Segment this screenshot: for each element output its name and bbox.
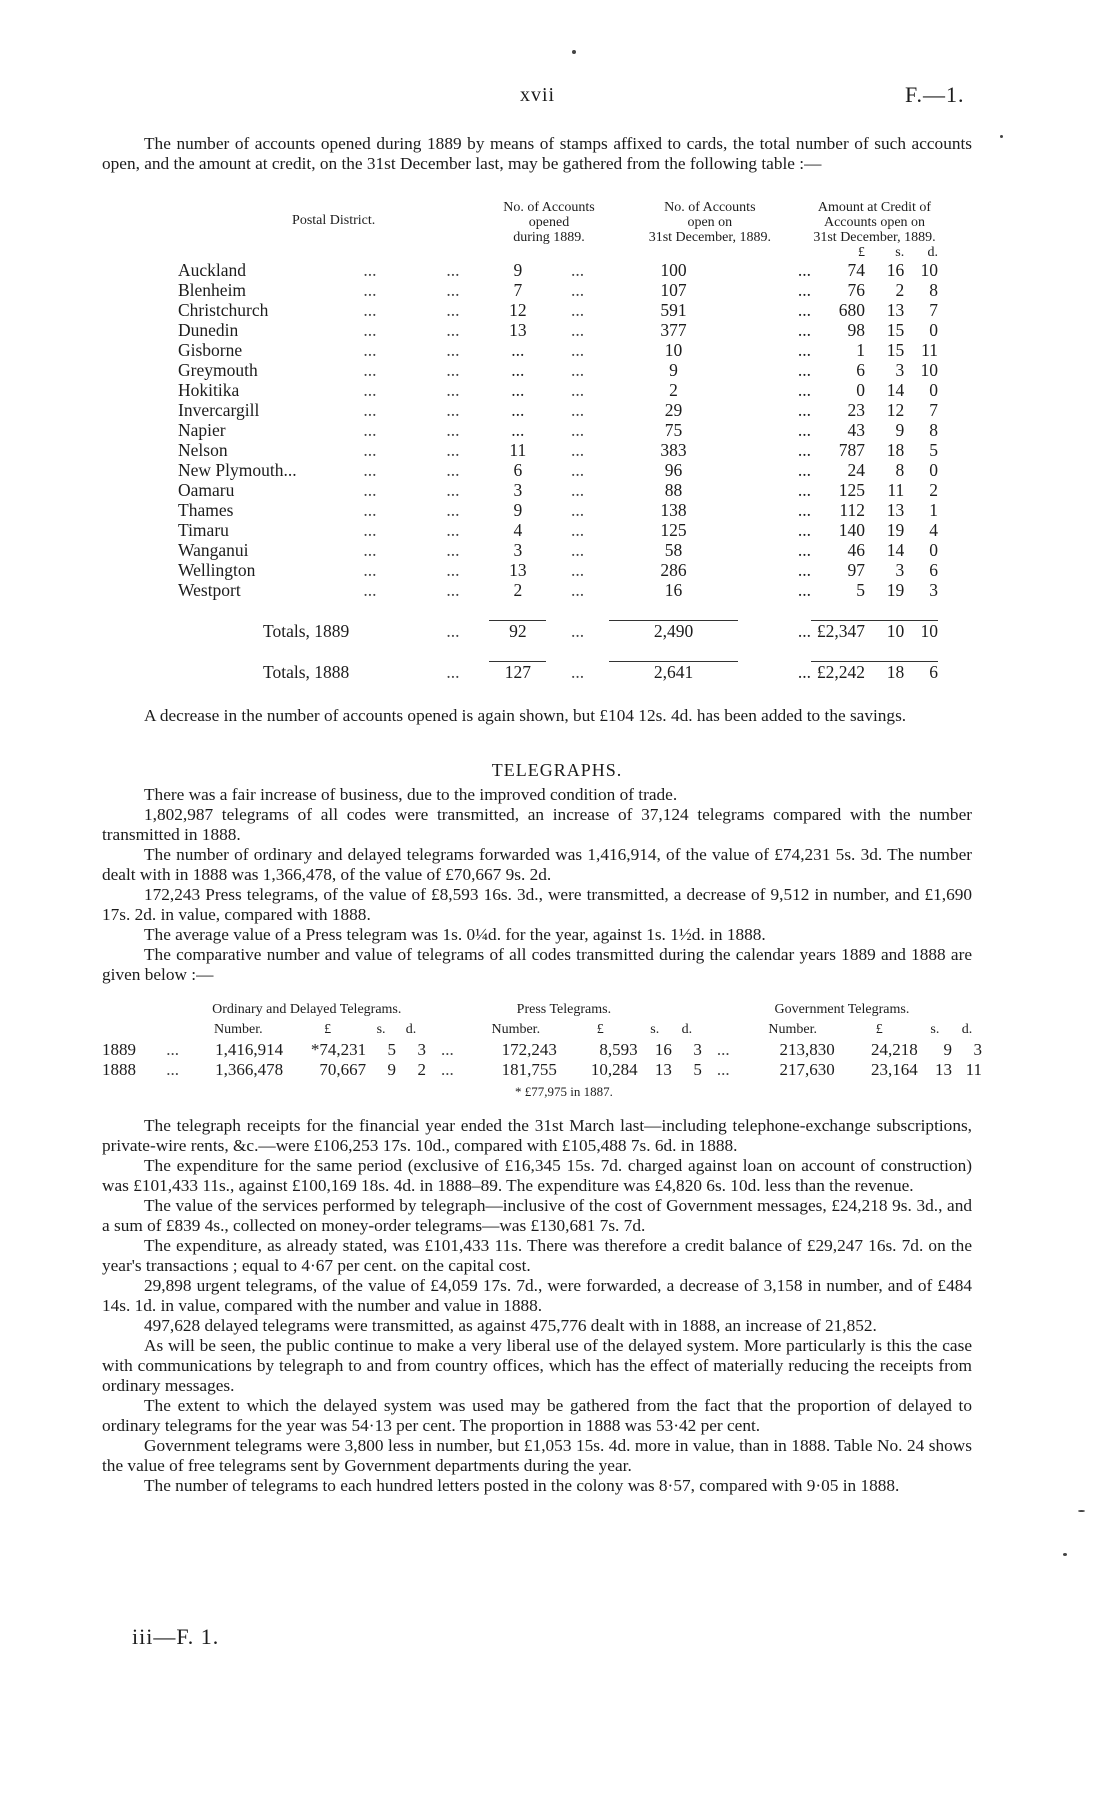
body-paragraph: The extent to which the delayed system was used may be gathered from the fact that the proportion of delayed to ordinary telegrams for the year was 54·13 per cent. The proportion in 1888 was 53·42 per cent. xyxy=(102,1396,972,1435)
totals-label: Totals, 1888 xyxy=(263,661,350,682)
telegraph-paragraphs-b xyxy=(102,1116,972,1496)
leader-dots: ... xyxy=(570,420,585,440)
district-cell: Timaru xyxy=(178,520,229,540)
leader-dots: ... xyxy=(446,360,460,380)
print-speck xyxy=(572,50,576,54)
leader-dots: ... xyxy=(716,1060,730,1079)
table-row xyxy=(178,500,938,520)
opened-cell: 9 xyxy=(513,500,523,520)
leader-dots: ... xyxy=(570,360,585,380)
leader-dots: ... xyxy=(797,440,812,460)
open-cell: 591 xyxy=(660,300,687,320)
leader-dots: ... xyxy=(570,260,585,280)
leader-dots: ... xyxy=(363,580,377,600)
table-row xyxy=(178,300,938,320)
leader-dots: ... xyxy=(797,320,812,340)
body-paragraph: The expenditure, as already stated, was £101,433 11s. There was therefore a credit balance of £29,247 16s. 7d. on the year's transactions ; equal to 4·67 per cent. on the capital cost. xyxy=(102,1236,972,1275)
leader-dots: ... xyxy=(363,380,377,400)
leader-dots: ... xyxy=(570,280,585,300)
table-row xyxy=(178,440,938,460)
leader-dots: ... xyxy=(570,400,585,420)
leader-dots: ... xyxy=(570,460,585,480)
leader-dots: ... xyxy=(363,560,377,580)
pounds-cell: 0 xyxy=(856,380,865,400)
pounds-cell: 125 xyxy=(838,480,865,500)
group-press: Press Telegrams. xyxy=(516,1002,612,1017)
open-cell: 377 xyxy=(660,320,687,340)
leader-dots: ... xyxy=(363,340,377,360)
paper-reference: F.—1. xyxy=(905,82,965,107)
body-paragraph: 172,243 Press telegrams, of the value of £8,593 16s. 3d., were transmitted, a decrease of 9,512 in number, and £1,690 17s. 2d. in value, compared with 1888. xyxy=(102,885,972,924)
leader-dots: ... xyxy=(446,520,460,540)
opened-cell: 12 xyxy=(509,300,527,320)
pence-cell: 0 xyxy=(929,380,938,400)
leader-dots: ... xyxy=(797,580,812,600)
table-row xyxy=(178,460,938,480)
shillings-cell: 11 xyxy=(887,480,905,500)
pence-cell: 4 xyxy=(929,520,938,540)
leader-dots: ... xyxy=(446,540,460,560)
shillings-cell: 3 xyxy=(895,360,905,380)
leader-dots: ... xyxy=(570,480,585,500)
totals-s: 10 xyxy=(865,621,904,642)
leader-dots: ... xyxy=(570,340,585,360)
table-row xyxy=(178,260,938,280)
opened-cell: 2 xyxy=(513,580,523,600)
table-footnote: * £77,975 in 1887. xyxy=(515,1084,613,1099)
group-ordinary: Ordinary and Delayed Telegrams. xyxy=(212,1002,402,1017)
pence-cell: 0 xyxy=(929,460,938,480)
o-num-cell: 1,366,478 xyxy=(215,1060,284,1079)
body-paragraph: The number of telegrams to each hundred letters posted in the colony was 8·57, compared with 9·05 in 1888. xyxy=(144,1476,900,1495)
pence-cell: 6 xyxy=(929,560,938,580)
leader-dots: ... xyxy=(166,1060,179,1079)
sub-pounds: £ xyxy=(875,1022,883,1037)
leader-dots: ... xyxy=(797,280,812,300)
table-row xyxy=(178,400,938,420)
leader-dots: ... xyxy=(446,320,460,340)
body-paragraph: There was a fair increase of business, due to the improved condition of trade. xyxy=(144,785,678,804)
leader-dots: ... xyxy=(570,560,585,580)
leader-dots: ... xyxy=(363,460,377,480)
leader-dots: ... xyxy=(797,360,812,380)
leader-dots: ... xyxy=(363,280,377,300)
opened-cell: ... xyxy=(511,340,525,360)
district-cell: Wellington xyxy=(178,560,256,580)
pence-cell: 7 xyxy=(929,400,938,420)
totals-1889-row: Totals, 1889 ... 92 ... 2,490 ... £2,347 10 10 xyxy=(178,621,938,642)
leader-dots: ... xyxy=(797,300,812,320)
o-num-cell: 1,416,914 xyxy=(215,1040,284,1059)
o-d-cell: 2 xyxy=(417,1060,426,1079)
leader-dots: ... xyxy=(570,320,585,340)
g-num-cell: 217,630 xyxy=(779,1060,835,1079)
units-row xyxy=(178,245,938,260)
body-paragraph: The number of ordinary and delayed telegrams forwarded was 1,416,914, of the value of £74,231 5s. 3d. The number dealt with in 1888 was 1,366,478, of the value of £70,667 9s. 2d. xyxy=(102,845,972,884)
p-s-cell: 16 xyxy=(654,1040,672,1059)
intro-paragraph: The number of accounts opened during 1889 by means of stamps affixed to cards, the total number of such accounts open, and the amount at credit, on the 31st December last, may be gathered from the following table :— xyxy=(102,134,972,173)
leader-dots: ... xyxy=(797,400,812,420)
p-d-cell: 3 xyxy=(693,1040,702,1059)
totals-label: Totals, 1889 xyxy=(263,620,350,641)
totals-opened: 92 xyxy=(489,621,546,642)
shillings-cell: 14 xyxy=(886,540,905,560)
opened-cell: 4 xyxy=(513,520,523,540)
totals-d: 6 xyxy=(904,662,938,683)
leader-dots: ... xyxy=(446,440,460,460)
district-cell: Thames xyxy=(178,500,234,520)
table-row xyxy=(178,540,938,560)
g-l-cell: 23,164 xyxy=(871,1060,918,1079)
p-num-cell: 181,755 xyxy=(501,1060,557,1079)
shillings-cell: 8 xyxy=(895,460,905,480)
shillings-cell: 16 xyxy=(886,260,905,280)
totals-open: 2,641 xyxy=(609,662,739,683)
pounds-cell: 5 xyxy=(856,580,865,600)
district-cell: Oamaru xyxy=(178,480,235,500)
pounds-cell: 74 xyxy=(847,260,865,280)
leader-dots: ... xyxy=(797,260,812,280)
pence-cell: 3 xyxy=(929,580,938,600)
opened-cell: 11 xyxy=(509,440,527,460)
open-cell: 138 xyxy=(660,500,687,520)
district-cell: Auckland xyxy=(178,260,247,280)
shillings-cell: 12 xyxy=(886,400,905,420)
shillings-cell: 2 xyxy=(895,280,905,300)
leader-dots: ... xyxy=(363,540,377,560)
leader-dots: ... xyxy=(446,560,460,580)
leader-dots: ... xyxy=(570,580,585,600)
sub-s: s. xyxy=(376,1022,386,1037)
shillings-cell: 13 xyxy=(886,300,905,320)
leader-dots: ... xyxy=(446,300,460,320)
p-l-cell: 8,593 xyxy=(599,1040,638,1059)
totals-open: 2,490 xyxy=(609,621,739,642)
p-d-cell: 5 xyxy=(693,1060,702,1079)
shillings-cell: 19 xyxy=(886,520,905,540)
pounds-cell: 112 xyxy=(839,500,865,520)
body-paragraph: Government telegrams were 3,800 less in number, but £1,053 15s. 4d. more in value, than in 1888. Table No. 24 shows the value of free telegrams sent by Government departments during the year. xyxy=(102,1436,972,1475)
p-l-cell: 10,284 xyxy=(590,1060,638,1079)
opened-cell: 6 xyxy=(513,460,523,480)
district-cell: Invercargill xyxy=(178,400,260,420)
leader-dots: ... xyxy=(797,480,812,500)
pence-cell: 8 xyxy=(929,280,938,300)
leader-dots: ... xyxy=(446,460,460,480)
opened-cell: ... xyxy=(511,380,525,400)
body-paragraph: The expenditure for the same period (exclusive of £16,345 15s. 7d. charged against loan on account of construction) was £101,433 11s., against £100,169 18s. 4d. in 1888–89. The expenditure was £4,820 6s. 10d. less than the revenue. xyxy=(102,1156,972,1195)
open-cell: 125 xyxy=(660,520,687,540)
shillings-cell: 9 xyxy=(895,420,905,440)
pounds-cell: 140 xyxy=(838,520,865,540)
shillings-cell: 15 xyxy=(886,340,905,360)
shillings-cell: 15 xyxy=(886,320,905,340)
opened-cell: 13 xyxy=(509,560,527,580)
page-signature: iii—F. 1. xyxy=(132,1624,220,1649)
body-paragraph: The comparative number and value of telegrams of all codes transmitted during the calendar years 1889 and 1888 are given below :— xyxy=(102,945,972,984)
leader-dots: ... xyxy=(446,380,460,400)
leader-dots: ... xyxy=(797,540,812,560)
leader-dots: ... xyxy=(446,420,460,440)
leader-dots: ... xyxy=(363,360,377,380)
district-cell: Blenheim xyxy=(178,280,247,300)
table-row xyxy=(102,1040,982,1060)
leader-dots: ... xyxy=(440,1040,454,1059)
leader-dots: ... xyxy=(797,340,812,360)
leader-dots: ... xyxy=(166,1040,179,1059)
leader-dots: ... xyxy=(446,480,460,500)
totals-amount: £2,347 xyxy=(811,621,865,642)
leader-dots: ... xyxy=(797,560,812,580)
leader-dots: ... xyxy=(363,420,377,440)
leader-dots: ... xyxy=(363,500,377,520)
pence-cell: 2 xyxy=(929,480,938,500)
pence-cell: 0 xyxy=(929,540,938,560)
shillings-cell: 14 xyxy=(886,380,905,400)
district-cell: Dunedin xyxy=(178,320,239,340)
group-header-row xyxy=(102,1000,982,1020)
leader-dots: ... xyxy=(570,300,585,320)
totals-opened: 127 xyxy=(489,662,546,683)
pounds-cell: 98 xyxy=(847,320,865,340)
pence-cell: 8 xyxy=(929,420,938,440)
shillings-cell: 13 xyxy=(886,500,905,520)
table-header-row xyxy=(178,200,938,245)
g-d-cell: 11 xyxy=(965,1060,982,1079)
leader-dots: ... xyxy=(363,300,377,320)
body-paragraph: 1,802,987 telegrams of all codes were transmitted, an increase of 37,124 telegrams compared with the number transmitted in 1888. xyxy=(102,805,972,844)
leader-dots: ... xyxy=(363,480,377,500)
pounds-cell: 97 xyxy=(847,560,865,580)
leader-dots: ... xyxy=(363,520,377,540)
leader-dots: ... xyxy=(797,380,812,400)
year-cell: 1889 xyxy=(102,1040,136,1059)
open-cell: 58 xyxy=(664,540,683,560)
g-d-cell: 3 xyxy=(973,1040,982,1059)
district-cell: Napier xyxy=(178,420,226,440)
leader-dots: ... xyxy=(797,420,812,440)
open-cell: 16 xyxy=(664,580,683,600)
open-cell: 29 xyxy=(664,400,683,420)
body-paragraph: The telegraph receipts for the financial year ended the 31st March last—including telephone-exchange subscriptions, private-wire rents, &c.—were £106,253 17s. 10d., compared with £105,488 7s. 6d. in 1888. xyxy=(102,1116,972,1155)
open-cell: 2 xyxy=(669,380,678,400)
leader-dots: ... xyxy=(797,520,812,540)
open-cell: 383 xyxy=(660,440,687,460)
table-row xyxy=(178,560,938,580)
district-cell: Westport xyxy=(178,580,241,600)
shillings-cell: 3 xyxy=(895,560,905,580)
g-l-cell: 24,218 xyxy=(871,1040,918,1059)
o-s-cell: 9 xyxy=(387,1060,397,1079)
body-paragraph: The average value of a Press telegram was 1s. 0¼d. for the year, against 1s. 1½d. in 1888. xyxy=(144,925,766,944)
leader-dots: ... xyxy=(797,500,812,520)
sub-d: d. xyxy=(681,1022,693,1037)
pence-cell: 0 xyxy=(929,320,938,340)
section-title: TELEGRAPHS. xyxy=(491,760,623,780)
o-s-cell: 5 xyxy=(387,1040,397,1059)
open-cell: 10 xyxy=(664,340,683,360)
pence-cell: 5 xyxy=(929,440,938,460)
sub-number: Number. xyxy=(214,1022,263,1037)
unit-pounds: £ xyxy=(857,245,865,260)
district-cell: Gisborne xyxy=(178,340,243,360)
telegraph-paragraphs-a xyxy=(102,785,972,985)
unit-pence: d. xyxy=(927,245,938,260)
table-row xyxy=(178,420,938,440)
pence-cell: 11 xyxy=(921,340,938,360)
pounds-cell: 6 xyxy=(856,360,865,380)
sub-s: s. xyxy=(650,1022,660,1037)
header-amount: Amount at Credit of Accounts open on 31st December, 1889. xyxy=(813,200,936,245)
sub-pounds: £ xyxy=(324,1022,332,1037)
header-opened: No. of Accounts opened during 1889. xyxy=(503,200,595,245)
table-row xyxy=(178,480,938,500)
pounds-cell: 43 xyxy=(847,420,865,440)
leader-dots: ... xyxy=(363,320,377,340)
pence-cell: 10 xyxy=(920,260,938,280)
page-number: xvii xyxy=(520,84,556,106)
district-cell: New Plymouth... xyxy=(178,460,297,480)
opened-cell: 3 xyxy=(513,480,523,500)
header-open: No. of Accounts open on 31st December, 1889. xyxy=(648,200,771,245)
leader-dots: ... xyxy=(363,400,377,420)
pounds-cell: 680 xyxy=(838,300,865,320)
table-row xyxy=(102,1060,982,1080)
g-num-cell: 213,830 xyxy=(779,1040,835,1059)
pounds-cell: 24 xyxy=(847,460,865,480)
open-cell: 100 xyxy=(660,260,687,280)
sub-header-row xyxy=(102,1020,982,1040)
table-row xyxy=(178,280,938,300)
body-paragraph: 29,898 urgent telegrams, of the value of £4,059 17s. 7d., were forwarded, a decrease of 3,158 in number, and of £484 14s. 1d. in value, compared with the number and value in 1888. xyxy=(102,1276,972,1315)
year-cell: 1888 xyxy=(102,1060,136,1079)
g-s-cell: 9 xyxy=(943,1040,952,1059)
district-cell: Greymouth xyxy=(178,360,258,380)
leader-dots: ... xyxy=(446,580,460,600)
unit-shillings: s. xyxy=(895,245,905,260)
o-l-cell: 70,667 xyxy=(319,1060,367,1079)
opened-cell: 3 xyxy=(513,540,523,560)
leader-dots: ... xyxy=(363,440,377,460)
leader-dots: ... xyxy=(716,1040,730,1059)
header-district: Postal District. xyxy=(292,213,376,228)
leader-dots: ... xyxy=(570,520,585,540)
print-speck xyxy=(1078,1510,1085,1512)
open-cell: 75 xyxy=(664,420,683,440)
totals-1888-row: Totals, 1888 ... 127 ... 2,641 ... £2,242 18 6 xyxy=(178,662,938,683)
district-cell: Hokitika xyxy=(178,380,240,400)
sub-s: s. xyxy=(930,1022,940,1037)
pounds-cell: 787 xyxy=(838,440,865,460)
p-s-cell: 13 xyxy=(654,1060,672,1079)
totals-d: 10 xyxy=(904,621,938,642)
leader-dots: ... xyxy=(570,500,585,520)
pounds-cell: 46 xyxy=(847,540,865,560)
opened-cell: 9 xyxy=(513,260,523,280)
table-row xyxy=(178,520,938,540)
leader-dots: ... xyxy=(446,400,460,420)
table-row xyxy=(178,360,938,380)
body-paragraph: As will be seen, the public continue to make a very liberal use of the delayed system. More particularly is this the case with communications by telegraph to and from country offices, which has the effect of materially reducing the receipts from ordinary messages. xyxy=(102,1336,972,1395)
leader-dots: ... xyxy=(797,460,812,480)
sub-number: Number. xyxy=(768,1022,817,1037)
o-d-cell: 3 xyxy=(417,1040,426,1059)
sub-number: Number. xyxy=(491,1022,541,1037)
district-cell: Christchurch xyxy=(178,300,269,320)
open-cell: 107 xyxy=(660,280,687,300)
leader-dots: ... xyxy=(446,340,460,360)
leader-dots: ... xyxy=(446,280,460,300)
sub-d: d. xyxy=(961,1022,973,1037)
district-cell: Wanganui xyxy=(178,540,249,560)
leader-dots: ... xyxy=(570,440,585,460)
opened-cell: 13 xyxy=(509,320,527,340)
table-row xyxy=(178,380,938,400)
open-cell: 96 xyxy=(664,460,683,480)
table-row xyxy=(178,580,938,600)
open-cell: 286 xyxy=(660,560,687,580)
sub-pounds: £ xyxy=(596,1022,604,1037)
g-s-cell: 13 xyxy=(934,1060,952,1079)
accounts-table xyxy=(178,200,938,682)
pence-cell: 1 xyxy=(929,500,938,520)
leader-dots: ... xyxy=(440,1060,454,1079)
opened-cell: ... xyxy=(511,400,525,420)
print-speck xyxy=(1063,1553,1067,1556)
sub-d: d. xyxy=(405,1022,417,1037)
pounds-cell: 76 xyxy=(847,280,865,300)
p-num-cell: 172,243 xyxy=(501,1040,557,1059)
table-row xyxy=(178,340,938,360)
telegrams-comparison-table xyxy=(102,1000,982,1080)
pence-cell: 10 xyxy=(920,360,938,380)
leader-dots: ... xyxy=(570,380,585,400)
pounds-cell: 1 xyxy=(856,340,865,360)
totals-amount: £2,242 xyxy=(811,662,865,683)
shillings-cell: 19 xyxy=(886,580,905,600)
leader-dots: ... xyxy=(446,500,460,520)
print-speck xyxy=(1000,135,1003,138)
district-cell: Nelson xyxy=(178,440,228,460)
opened-cell: ... xyxy=(511,420,525,440)
leader-dots: ... xyxy=(446,260,460,280)
table-row xyxy=(178,320,938,340)
pounds-cell: 23 xyxy=(847,400,865,420)
opened-cell: ... xyxy=(511,360,525,380)
decrease-paragraph: A decrease in the number of accounts opened is again shown, but £104 12s. 4d. has been added to the savings. xyxy=(144,706,907,725)
open-cell: 9 xyxy=(669,360,678,380)
body-paragraph: 497,628 delayed telegrams were transmitted, as against 475,776 dealt with in 1888, an increase of 21,852. xyxy=(144,1316,877,1335)
shillings-cell: 18 xyxy=(886,440,905,460)
totals-s: 18 xyxy=(865,662,904,683)
o-l-cell: *74,231 xyxy=(310,1040,367,1059)
leader-dots: ... xyxy=(363,260,377,280)
pence-cell: 7 xyxy=(929,300,938,320)
body-paragraph: The value of the services performed by telegraph—inclusive of the cost of Government messages, £24,218 9s. 3d., and a sum of £839 4s., collected on money-order telegrams—was £130,681 7s. 7d. xyxy=(102,1196,972,1235)
opened-cell: 7 xyxy=(513,280,523,300)
leader-dots: ... xyxy=(570,540,585,560)
open-cell: 88 xyxy=(664,480,683,500)
group-government: Government Telegrams. xyxy=(774,1002,910,1017)
